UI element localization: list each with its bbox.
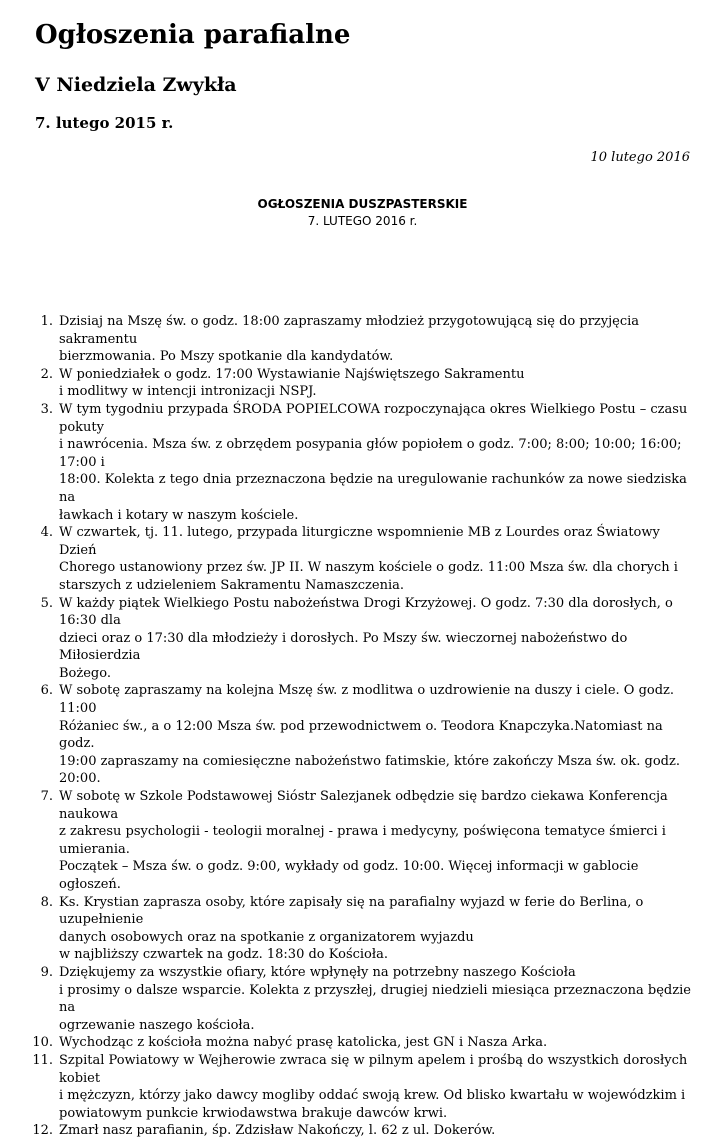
list-item (32, 1034, 693, 1052)
page-subtitle: V Niedziela Zwykła (35, 74, 237, 96)
item-number: 9. (40, 964, 53, 980)
item-number: 3. (40, 401, 53, 417)
item-text: Ks. Krystian zaprasza osoby, które zapisały się na parafialny wyjazd w ferie do Berlina, o uzupełnienie danych osobowych oraz na spotkanie z organizatorem wyjazdu w najbliższy czwartek na godz. 18:30 do Kościoła. (59, 894, 644, 963)
list-item (32, 1052, 693, 1122)
list-item (35, 894, 693, 964)
item-number: 1. (40, 314, 53, 329)
item-number: 5. (40, 595, 53, 611)
list-item (35, 682, 693, 788)
item-text: Wychodząc z kościoła można nabyć prasę katolicka, jest GN i Nasza Arka. (59, 1035, 548, 1051)
announcements-list (32, 313, 693, 1140)
item-text: W sobotę zapraszamy na kolejna Mszę św. z modlitwa o uzdrowienie na duszy i ciele. O godz. 11:00 Różaniec św., a o 12:00 Msza św. pod przewodnictwem o. Teodora Knapczyka.Natomiast na godz. 19:00 zapraszamy na comiesięczne nabożeństwo fatimskie, które zakończy Msza św. ok. godz. 20:00. (59, 683, 680, 787)
section-title: OGŁOSZENIA DUSZPASTERSKIE (257, 197, 468, 211)
list-item (35, 524, 693, 594)
item-text: W każdy piątek Wielkiego Postu nabożeństwa Drogi Krzyżowej. O godz. 7:30 dla dorosłych, o 16:30 dla dzieci oraz o 17:30 dla młodzieży i dorosłych. Po Mszy św. wieczornej nabożeństwo do Miłosierdzia Bożego. (59, 595, 673, 681)
document-date: 10 lutego 2016 (590, 150, 690, 165)
item-text: W poniedziałek o godz. 17:00 Wystawianie Najświętszego Sakramentu i modlitwy w intencji intronizacji NSPJ. (59, 366, 525, 400)
list-item (35, 595, 693, 683)
item-text: Dziękujemy za wszystkie ofiary, które wpłynęły na potrzebny naszego Kościoła i prosimy o dalsze wsparcie. Kolekta z przyszłej, drugiej niedzieli miesiąca przeznaczona będzie na ogrzewanie naszego kościoła. (59, 964, 691, 1033)
item-number: 7. (40, 789, 53, 805)
item-number: 10. (32, 1035, 53, 1051)
section-header (0, 196, 725, 230)
list-item (35, 401, 693, 524)
item-text: Szpital Powiatowy w Wejherowie zwraca się w pilnym apelem i prośbą do wszystkich dorosłych kobiet i mężczyzn, którzy jako dawcy mogliby oddać swoją krew. Od blisko kwartału w wojewódzkim i powiatowym punkcie krwiodawstwa brakuje dawców krwi. (59, 1052, 688, 1121)
item-text: W sobotę w Szkole Podstawowej Sióstr Salezjanek odbędzie się bardzo ciekawa Konferencja naukowa z zakresu psychologii - teologii moralnej - prawa i medycyny, poświęcona tematyce śmierci i umierania. Początek – Msza św. o godz. 9:00, wykłady od godz. 10:00. Więcej informacji w gablocie ogłoszeń. (59, 789, 668, 892)
list-item (35, 366, 693, 401)
item-text: Zmarł nasz parafianin, śp. Zdzisław Nakończy, l. 62 z ul. Dokerów. (59, 1123, 496, 1139)
section-date: 7. LUTEGO 2016 r. (307, 214, 418, 228)
item-number: 12. (32, 1123, 53, 1139)
item-text: W czwartek, tj. 11. lutego, przypada liturgiczne wspomnienie MB z Lourdes oraz Światowy Dzień Chorego ustanowiony przez św. JP II. W naszym kościele o godz. 11:00 Msza św. dla chorych i starszych z udzieleniem Sakramentu Namaszczenia. (59, 525, 678, 593)
item-number: 4. (40, 525, 53, 541)
item-text: W tym tygodniu przypada ŚRODA POPIELCOWA rozpoczynająca okres Wielkiego Postu – czasu pokuty i nawrócenia. Msza św. z obrzędem posypania głów popiołem o godz. 7:00; 8:00; 10:00; 16:00; 17:00 i 18:00. Kolekta z tego dnia przeznaczona będzie na uregulowanie rachunków za nowe siedziska na ławkach i kotary w naszym kościele. (59, 401, 688, 523)
list-item (35, 313, 693, 366)
list-item (35, 788, 693, 894)
item-text: Dzisiaj na Mszę św. o godz. 18:00 zapraszamy młodzież przygotowującą się do przyjęcia sakramentu bierzmowania. Po Mszy spotkanie dla kandydatów. (59, 314, 640, 365)
item-number: 2. (40, 366, 53, 382)
page-title: Ogłoszenia parafialne (35, 20, 351, 50)
date-heading: 7. lutego 2015 r. (35, 114, 174, 132)
item-number: 6. (40, 683, 53, 699)
item-number: 11. (32, 1052, 53, 1068)
list-item (32, 1122, 693, 1140)
item-number: 8. (40, 894, 53, 910)
